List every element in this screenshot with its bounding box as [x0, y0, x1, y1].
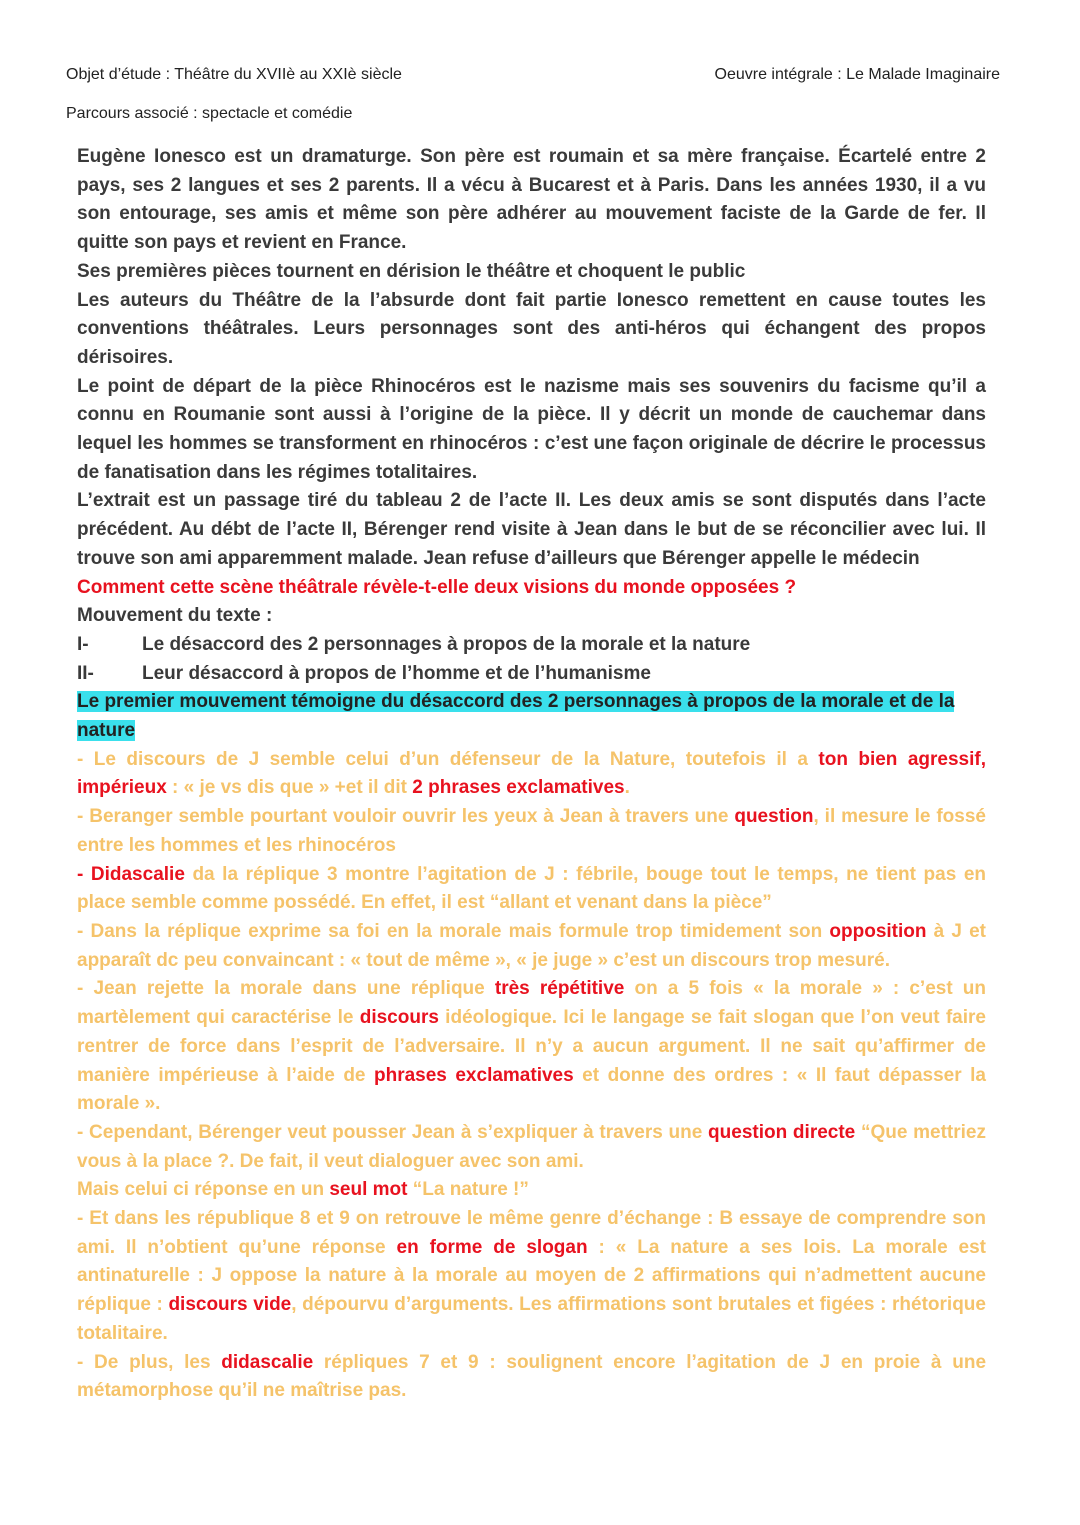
intro-paragraph: Ses premières pièces tournent en dérision le théâtre et choquent le public — [77, 260, 746, 282]
analysis-emphasis: question directe — [708, 1121, 856, 1143]
analysis-text: : « La nature a ses lois. La morale est antinaturelle : J oppose la nature à la morale au moyen de 2 affirmations qui n’admettent aucune réplique : — [77, 1236, 987, 1316]
analysis-text: répliques 7 et 9 : soulignent encore l’agitation de J en proie à une métamorphose qu’il ne maîtrise pas. — [77, 1351, 987, 1402]
analysis-text: - Beranger semble pourtant vouloir ouvrir les yeux à Jean à travers une — [77, 806, 735, 828]
section-title — [77, 688, 986, 745]
problematique: Comment cette scène théâtrale révèle-t-elle deux visions du monde opposées ? — [77, 576, 797, 598]
analysis-text: - Cependant, Bérenger veut pousser Jean à s’expliquer à travers une — [77, 1121, 709, 1143]
analysis-emphasis: didascalie — [221, 1351, 314, 1373]
analysis-emphasis: phrases exclamatives — [374, 1064, 574, 1086]
analysis-text: , il mesure le fossé entre les hommes et les rhinocéros — [77, 806, 986, 856]
intro-paragraph: Le point de départ de la pièce Rhinocéros est le nazisme mais ses souvenirs du facisme qu’il a connu en Roumanie sont aussi à l’origine de la pièce. Il y décrit un monde de cauchemar dans lequel les hommes se transforment en rhinocéros : c’est une façon originale de décrire le processus de fanatisation dans les régimes totalitaires. — [77, 375, 986, 483]
mouvement-text: Le désaccord des 2 personnages à propos de la morale et la nature — [142, 633, 751, 655]
analysis-text: idéologique. Ici le langage se fait slogan que l’on veut faire rentrer de force dans l’esprit de l’adversaire. Il n’y a aucun argument. Il ne sait qu’affirmer de manière impérieuse à l’aide de — [77, 1007, 986, 1086]
analysis-text: da la réplique 3 montre l’agitation de J : fébrile, bouge tout le temps, ne tient pas en place semble comme possédé. En effet, il est “allant et venant dans la pièce” — [77, 863, 986, 914]
mouvement-number: I- — [77, 633, 89, 655]
analysis-paragraph — [77, 1119, 986, 1176]
section-title-highlight: Le premier mouvement témoigne du désaccord des 2 personnages à propos de la morale et de la nature — [77, 691, 955, 742]
analysis-paragraph — [77, 746, 986, 803]
analysis-paragraph — [77, 1349, 986, 1406]
analysis-text: à J et apparaît dc peu convaincant : « tout de même », « je juge » c’est un discours trop mesuré. — [77, 920, 986, 971]
analysis-text: , dépourvu d’arguments. Les affirmations sont brutales et figées : rhétorique totalitaire. — [77, 1294, 986, 1344]
analysis-emphasis: - Didascalie — [77, 863, 185, 885]
analysis-emphasis: 2 phrases exclamatives — [412, 777, 625, 799]
analysis-paragraph — [77, 918, 986, 975]
analysis-text: . — [624, 777, 630, 799]
analysis-emphasis: très répétitive — [494, 978, 625, 1000]
analysis-paragraph — [77, 975, 986, 1119]
analysis-emphasis: ton bien agressif, impérieux — [77, 748, 987, 799]
intro-paragraph: L’extrait est un passage tiré du tableau 2 de l’acte II. Les deux amis se sont disputés dans l’acte précédent. Au débt de l’acte II, Bérenger rend visite à Jean dans le but de se réconcilier avec lui. Il trouve son ami apparemment malade. Jean refuse d’ailleurs que Bérenger appelle le médecin — [77, 490, 986, 569]
analysis-text: - Jean rejette la morale dans une réplique — [77, 978, 495, 1000]
header-parcours: Parcours associé : spectacle et comédie — [66, 105, 353, 122]
mouvement-number: II- — [77, 662, 94, 684]
analysis-emphasis: seul mot — [329, 1179, 408, 1201]
analysis-text: “Que mettriez vous à la place ?. De fait, il veut dialoguer avec son ami. — [77, 1121, 987, 1172]
analysis-text: et donne des ordres : « Il faut dépasser la morale ». — [77, 1064, 986, 1115]
header-objet: Objet d’étude : Théâtre du XVIIè au XXIè siècle — [66, 66, 402, 83]
analysis-text: : « je vs dis que » +et il dit — [166, 777, 413, 799]
analysis-text: - Dans la réplique exprime sa foi en la morale mais formule trop timidement son — [77, 920, 830, 942]
analysis-emphasis: opposition — [829, 920, 927, 942]
analysis-text: Mais celui ci réponse en un — [77, 1179, 330, 1201]
mouvement-text: Leur désaccord à propos de l’homme et de l’humanisme — [142, 662, 651, 684]
analysis-emphasis: en forme de slogan — [396, 1236, 588, 1258]
analysis-text: - Le discours de J semble celui d’un défenseur de la Nature, toutefois il a — [77, 748, 819, 770]
intro-paragraph: Eugène Ionesco est un dramaturge. Son père est roumain et sa mère française. Écartelé entre 2 pays, ses 2 langues et ses 2 parents. Il a vécu à Bucarest et à Paris. Dans les années 1930, il a vu son entourage, ses amis et même son père adhérer au mouvement faciste de la Garde de fer. Il quitte son pays et revient en France. — [77, 146, 986, 254]
analysis-paragraph — [77, 1176, 986, 1205]
document-body — [77, 143, 986, 1406]
analysis-paragraph — [77, 1205, 986, 1349]
analysis-emphasis: discours vide — [168, 1294, 292, 1316]
analysis-text: on a 5 fois « la morale » : c’est un martèlement qui caractérise le — [77, 978, 986, 1029]
mouvement-item — [77, 660, 986, 689]
analysis-text: “La nature !” — [407, 1179, 529, 1201]
analysis-emphasis: question — [734, 806, 814, 828]
mouvement-item — [77, 631, 986, 660]
analysis-paragraph — [77, 861, 986, 918]
intro-paragraph: Les auteurs du Théâtre de la l’absurde dont fait partie Ionesco remettent en cause toutes les conventions théâtrales. Leurs personnages sont des anti-héros qui échangent des propos dérisoires. — [77, 289, 986, 368]
analysis-text: - Et dans les république 8 et 9 on retrouve le même genre d’échange : B essaye de comprendre son ami. Il n’obtient qu’une réponse — [77, 1208, 986, 1258]
analysis-text: - De plus, les — [77, 1351, 222, 1373]
header-oeuvre: Oeuvre intégrale : Le Malade Imaginaire — [714, 66, 1000, 83]
analysis-emphasis: discours — [359, 1007, 439, 1029]
mouvement-title: Mouvement du texte : — [77, 605, 273, 627]
analysis-paragraph — [77, 803, 986, 860]
